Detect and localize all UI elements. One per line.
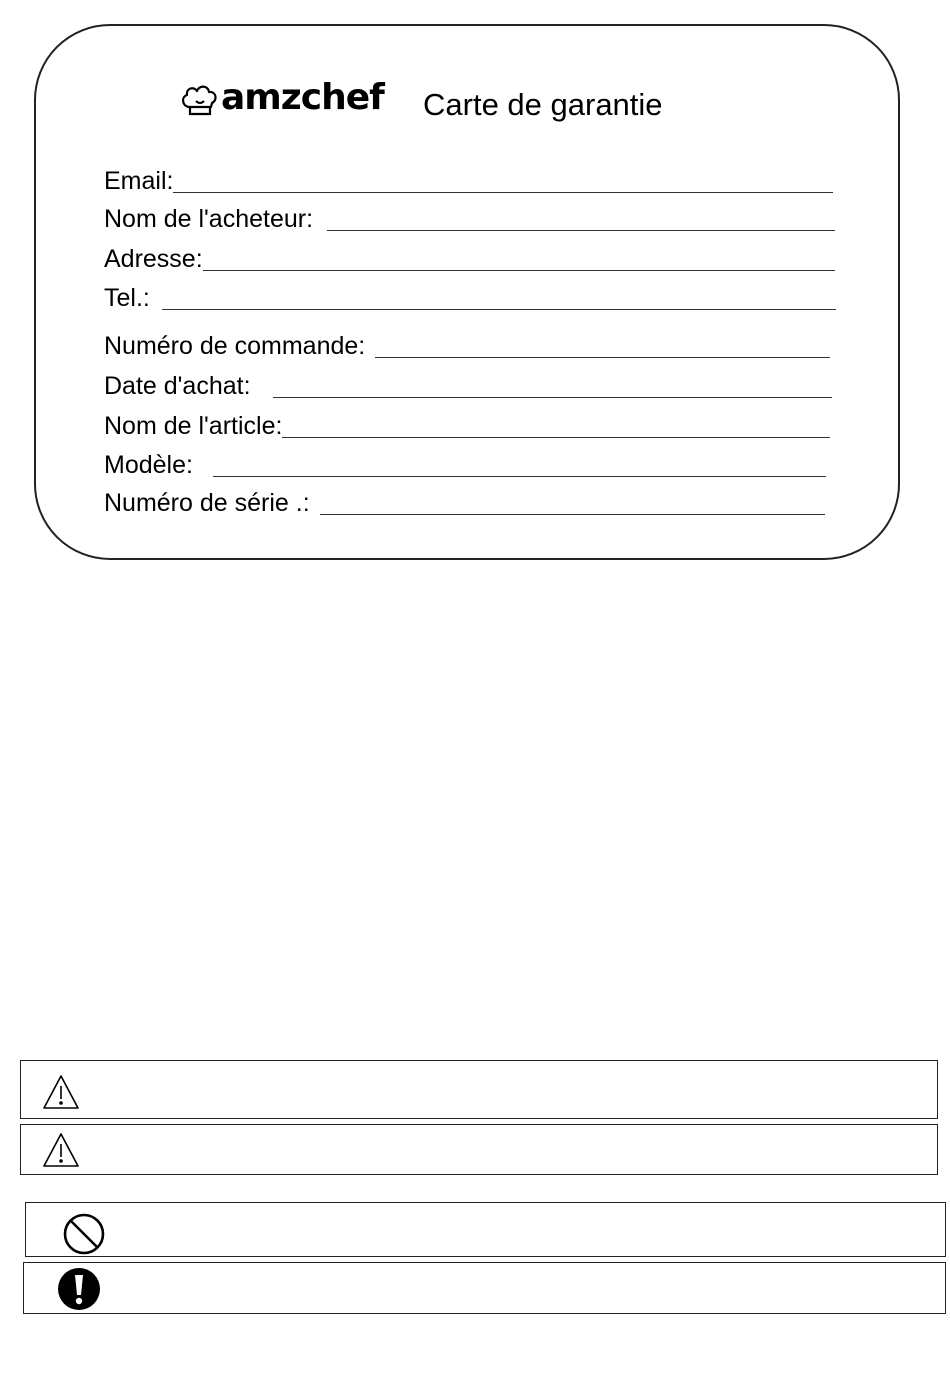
caution-box [20, 1124, 938, 1175]
serial-number-line[interactable] [320, 514, 825, 515]
chef-hat-icon [180, 83, 220, 117]
buyer-name-line[interactable] [327, 230, 835, 231]
phone-line[interactable] [162, 309, 836, 310]
brand-logo [180, 77, 384, 118]
mandatory-box [23, 1262, 946, 1314]
article-name-line[interactable] [282, 437, 830, 438]
warning-box [20, 1060, 938, 1119]
serial-number-field[interactable] [104, 491, 825, 516]
model-field[interactable] [104, 453, 826, 478]
model-line[interactable] [213, 476, 826, 477]
prohibited-box [25, 1202, 946, 1257]
order-number-field[interactable] [104, 334, 830, 359]
address-line[interactable] [203, 270, 835, 271]
order-number-label: Numéro de commande: [104, 332, 366, 360]
purchase-date-line[interactable] [273, 397, 832, 398]
phone-label: Tel.: [104, 284, 150, 312]
article-name-field[interactable] [104, 414, 830, 439]
article-name-label: Nom de l'article: [104, 412, 283, 440]
mandatory-exclamation-icon [57, 1267, 101, 1311]
address-field[interactable] [104, 247, 835, 272]
phone-field[interactable] [104, 286, 836, 311]
serial-number-label: Numéro de série .: [104, 489, 310, 517]
buyer-name-field[interactable] [104, 207, 835, 232]
brand-name: amzchef [221, 77, 384, 118]
caution-triangle-icon [41, 1131, 81, 1169]
email-line[interactable] [173, 192, 833, 193]
warning-triangle-icon [41, 1073, 81, 1111]
email-label: Email: [104, 167, 174, 195]
card-title: Carte de garantie [423, 87, 663, 122]
email-field[interactable] [104, 169, 833, 194]
purchase-date-field[interactable] [104, 374, 832, 399]
address-label: Adresse: [104, 245, 203, 273]
prohibited-icon [62, 1213, 106, 1255]
model-label: Modèle: [104, 451, 193, 479]
buyer-name-label: Nom de l'acheteur: [104, 205, 314, 233]
purchase-date-label: Date d'achat: [104, 372, 251, 400]
order-number-line[interactable] [375, 357, 830, 358]
